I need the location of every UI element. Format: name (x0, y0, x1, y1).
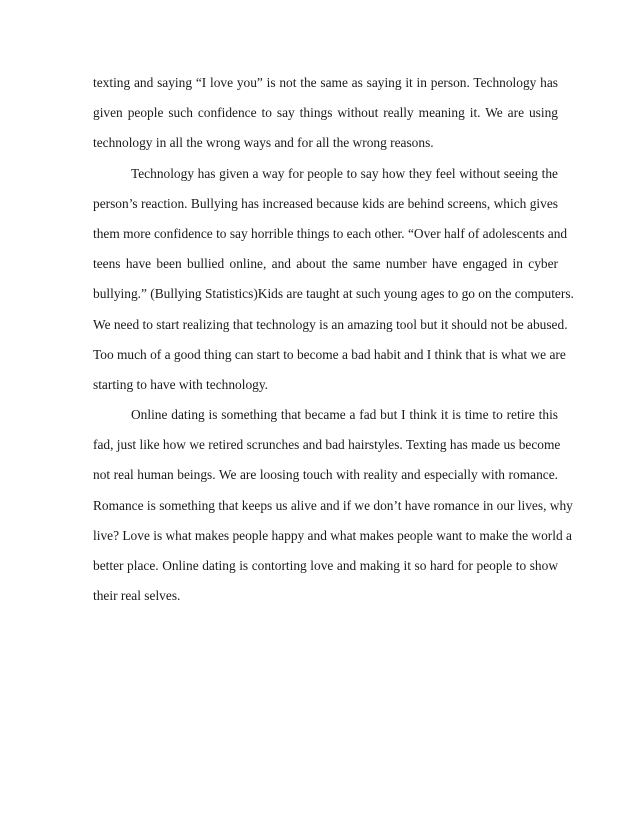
text-line: teens have been bullied online, and about the same number have engaged in cyber (93, 256, 558, 272)
text-line: Technology has given a way for people to say how they feel without seeing the (131, 165, 558, 181)
paragraph-1 (93, 68, 558, 159)
text-line: Online dating is something that became a fad but I think it is time to retire this (131, 407, 558, 423)
text-line: texting and saying “I love you” is not the same as saying it in person. Technology has (93, 75, 558, 90)
text-line: We need to start realizing that technology is an amazing tool but it should not be abused. (93, 316, 568, 332)
text-line: Too much of a good thing can start to become a bad habit and I think that is what we are (93, 346, 566, 362)
text-line: their real selves. (93, 588, 181, 604)
text-line: given people such confidence to say things without really meaning it. We are using (93, 105, 558, 121)
text-line: Romance is something that keeps us alive and if we don’t have romance in our lives, why (93, 497, 573, 513)
text-line: fad, just like how we retired scrunches and bad hairstyles. Texting has made us become (93, 437, 561, 453)
text-line: technology in all the wrong ways and for all the wrong reasons. (93, 135, 434, 151)
paragraph-2 (93, 159, 574, 401)
text-line: better place. Online dating is contorting love and making it so hard for people to show (93, 558, 558, 573)
paragraph-3 (93, 400, 573, 611)
document-body (93, 68, 574, 611)
text-line: them more confidence to say horrible things to each other. “Over half of adolescents and (93, 225, 568, 241)
text-line: live? Love is what makes people happy and what makes people want to make the world a (93, 527, 572, 543)
text-line: not real human beings. We are loosing touch with reality and especially with romance. (93, 467, 558, 483)
text-line: bullying.” (Bullying Statistics)Kids are taught at such young ages to go on the computers. (93, 286, 574, 302)
text-line: starting to have with technology. (93, 376, 269, 392)
text-line: person’s reaction. Bullying has increased because kids are behind screens, which gives (93, 195, 558, 211)
